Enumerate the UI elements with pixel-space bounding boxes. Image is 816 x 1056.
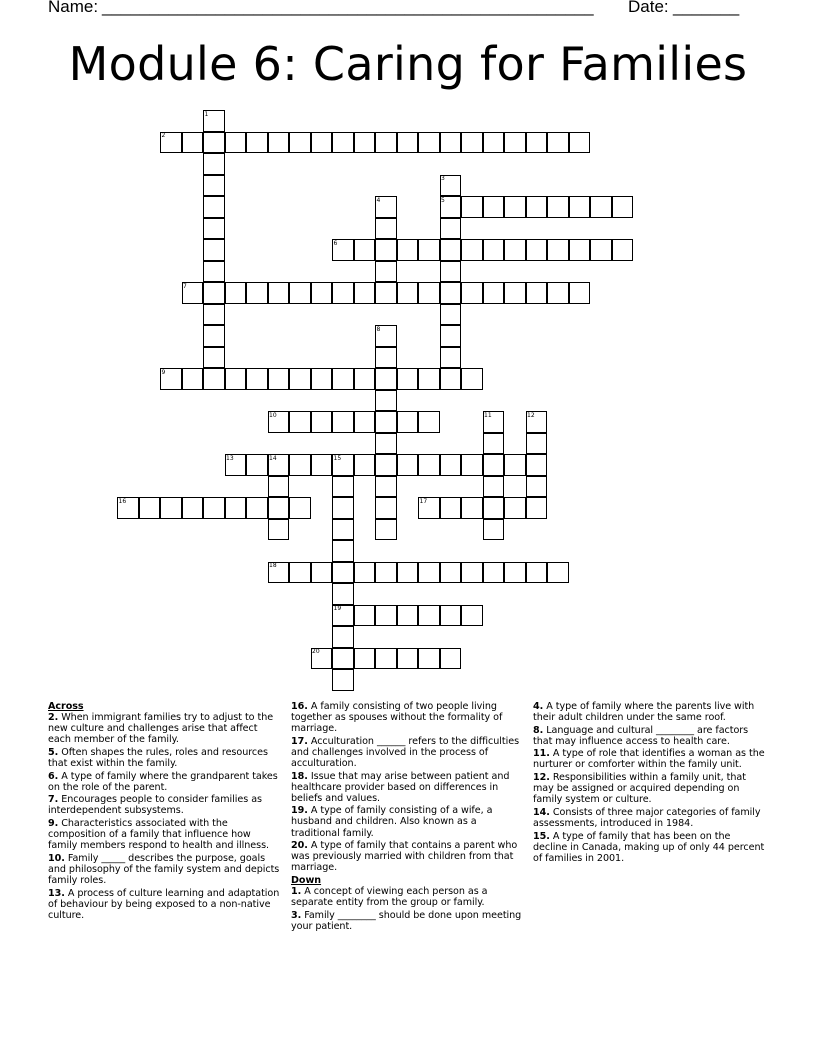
grid-cell[interactable]	[375, 519, 397, 541]
clue-number-label: 10	[269, 411, 277, 419]
grid-cell[interactable]	[332, 497, 354, 519]
grid-cell[interactable]	[547, 132, 569, 154]
clue-number: 12.	[533, 772, 550, 784]
clue-number-label: 19	[333, 605, 342, 612]
grid-cell[interactable]	[225, 132, 247, 154]
clue-number-label: 8	[376, 325, 381, 333]
clue-text: A type of family that contains a parent who was previously married with children from that marriage.	[291, 840, 518, 874]
clue-text: Family ________ should be done upon meeting your patient.	[291, 909, 522, 932]
grid-cell[interactable]	[461, 196, 483, 218]
grid-cell[interactable]	[375, 325, 397, 347]
grid-cell[interactable]	[354, 239, 376, 261]
clue-text: A family consisting of two people living together as spouses without the formality of marriage.	[291, 701, 503, 735]
grid-cell[interactable]	[461, 562, 483, 584]
name-field[interactable]: ____________________________________________________	[102, 0, 594, 16]
grid-cell[interactable]	[375, 605, 397, 627]
grid-cell[interactable]	[225, 282, 247, 304]
across-heading: Across	[48, 701, 84, 712]
grid-cell[interactable]	[418, 497, 440, 519]
grid-cell[interactable]	[504, 282, 526, 304]
grid-cell[interactable]	[375, 282, 397, 304]
grid-cell[interactable]	[440, 325, 462, 347]
clue-item	[533, 701, 765, 723]
grid-cell[interactable]	[461, 368, 483, 390]
grid-cell[interactable]	[246, 132, 268, 154]
clue-item	[291, 805, 525, 838]
clue-item	[48, 888, 280, 921]
grid-cell[interactable]	[203, 347, 225, 369]
grid-cell[interactable]	[418, 282, 440, 304]
grid-cell[interactable]	[289, 368, 311, 390]
clue-number: 7.	[48, 794, 59, 806]
grid-cell[interactable]	[268, 132, 290, 154]
grid-cell[interactable]	[440, 454, 462, 476]
grid-cell[interactable]	[182, 497, 204, 519]
grid-cell[interactable]	[182, 282, 204, 304]
grid-cell[interactable]	[311, 132, 333, 154]
grid-cell[interactable]	[375, 390, 397, 412]
grid-cell[interactable]	[397, 454, 419, 476]
grid-cell[interactable]	[203, 196, 225, 218]
grid-cell[interactable]	[612, 239, 634, 261]
grid-cell[interactable]	[268, 282, 290, 304]
grid-cell[interactable]	[203, 132, 225, 154]
grid-cell[interactable]	[397, 411, 419, 433]
grid-cell[interactable]	[268, 368, 290, 390]
grid-cell[interactable]	[569, 196, 591, 218]
clue-text: Encourages people to consider families as interdependent subsystems.	[48, 794, 262, 817]
clue-number: 16.	[291, 701, 308, 712]
grid-cell[interactable]	[332, 454, 354, 476]
grid-cell[interactable]	[526, 497, 548, 519]
grid-cell[interactable]	[375, 497, 397, 519]
grid-cell[interactable]	[569, 239, 591, 261]
grid-cell[interactable]	[440, 175, 462, 197]
grid-cell[interactable]	[461, 454, 483, 476]
clue-number: 8.	[533, 724, 544, 736]
grid-cell[interactable]	[246, 454, 268, 476]
clue-number: 9.	[48, 817, 59, 829]
grid-cell[interactable]	[332, 626, 354, 648]
grid-cell[interactable]	[483, 433, 505, 455]
grid-cell[interactable]	[354, 368, 376, 390]
clue-number: 15.	[533, 830, 550, 842]
grid-cell[interactable]	[268, 476, 290, 498]
clue-text: A type of role that identifies a woman as the nurturer or comforter within the family unit.	[533, 748, 765, 771]
grid-cell[interactable]	[375, 132, 397, 154]
grid-cell[interactable]	[418, 454, 440, 476]
clue-number-label: 18	[269, 562, 277, 569]
clue-number: 18.	[291, 770, 308, 782]
clue-number: 10.	[48, 852, 65, 864]
grid-cell[interactable]	[311, 282, 333, 304]
clue-item	[533, 748, 765, 770]
grid-cell[interactable]	[375, 218, 397, 240]
grid-cell[interactable]	[418, 411, 440, 433]
clue-item	[48, 747, 280, 769]
clue-text: Responsibilities within a family unit, that may be assigned or acquired depending on family system or culture.	[533, 772, 746, 806]
grid-cell[interactable]	[526, 239, 548, 261]
clue-text: A concept of viewing each person as a separate entity from the group or family.	[291, 886, 488, 909]
grid-cell[interactable]	[526, 411, 548, 433]
grid-cell[interactable]	[354, 454, 376, 476]
clue-number-label: 4	[376, 196, 381, 204]
grid-cell[interactable]	[418, 605, 440, 627]
grid-cell[interactable]	[418, 562, 440, 584]
grid-cell[interactable]	[440, 497, 462, 519]
grid-cell[interactable]	[203, 110, 225, 132]
clue-item	[291, 771, 525, 804]
grid-cell[interactable]	[440, 562, 462, 584]
clue-item	[48, 712, 280, 745]
grid-cell[interactable]	[246, 497, 268, 519]
clue-number-label: 15	[333, 454, 342, 462]
grid-cell[interactable]	[332, 519, 354, 541]
grid-cell[interactable]	[203, 153, 225, 175]
clue-item	[291, 840, 525, 873]
clue-number-label: 17	[419, 497, 428, 505]
grid-cell[interactable]	[526, 454, 548, 476]
grid-cell[interactable]	[526, 282, 548, 304]
grid-cell[interactable]	[483, 454, 505, 476]
grid-cell[interactable]	[483, 562, 505, 584]
grid-cell[interactable]	[461, 497, 483, 519]
grid-cell[interactable]	[483, 411, 505, 433]
grid-cell[interactable]	[526, 433, 548, 455]
grid-cell[interactable]	[354, 605, 376, 627]
clue-text: Language and cultural ________ are factors that may influence access to health care.	[533, 724, 749, 747]
grid-cell[interactable]	[526, 476, 548, 498]
grid-cell[interactable]	[397, 282, 419, 304]
clue-number-label: 2	[161, 132, 166, 139]
grid-cell[interactable]	[418, 132, 440, 154]
grid-cell[interactable]	[504, 454, 526, 476]
grid-cell[interactable]	[569, 282, 591, 304]
grid-cell[interactable]	[547, 562, 569, 584]
grid-cell[interactable]	[139, 497, 161, 519]
grid-cell[interactable]	[526, 196, 548, 218]
grid-cell[interactable]	[332, 669, 354, 691]
grid-cell[interactable]	[203, 218, 225, 240]
grid-cell[interactable]	[483, 476, 505, 498]
clue-text: A type of family that has been on the decline in Canada, making up of only 44 percent of families in 2001.	[533, 830, 765, 864]
clue-number: 17.	[291, 735, 308, 747]
grid-cell[interactable]	[440, 347, 462, 369]
grid-cell[interactable]	[354, 132, 376, 154]
clue-item	[48, 818, 280, 851]
grid-cell[interactable]	[203, 304, 225, 326]
grid-cell[interactable]	[590, 239, 612, 261]
clue-number-label: 1	[204, 110, 209, 118]
grid-cell[interactable]	[547, 239, 569, 261]
clue-item	[533, 725, 765, 747]
clue-number: 4.	[533, 701, 544, 712]
clue-item	[291, 701, 525, 734]
grid-cell[interactable]	[354, 282, 376, 304]
grid-cell[interactable]	[332, 239, 354, 261]
grid-cell[interactable]	[225, 497, 247, 519]
grid-cell[interactable]	[289, 562, 311, 584]
clue-item	[291, 736, 525, 769]
grid-cell[interactable]	[483, 497, 505, 519]
clue-item	[533, 807, 765, 829]
clues-column-1	[48, 701, 280, 922]
grid-cell[interactable]	[203, 282, 225, 304]
grid-cell[interactable]	[461, 605, 483, 627]
page-title: Module 6: Caring for Families	[68, 37, 748, 91]
clue-number-label: 20	[312, 648, 320, 655]
clue-number-label: 5	[441, 196, 445, 204]
clue-number: 3.	[291, 909, 302, 921]
grid-cell[interactable]	[332, 476, 354, 498]
grid-cell[interactable]	[225, 454, 247, 476]
clue-text: Consists of three major categories of family assessments, introduced in 1984.	[533, 806, 761, 829]
grid-cell[interactable]	[440, 304, 462, 326]
grid-cell[interactable]	[332, 411, 354, 433]
grid-cell[interactable]	[440, 605, 462, 627]
grid-cell[interactable]	[332, 282, 354, 304]
grid-cell[interactable]	[268, 411, 290, 433]
grid-cell[interactable]	[160, 497, 182, 519]
grid-cell[interactable]	[547, 282, 569, 304]
clue-number: 20.	[291, 840, 308, 852]
clue-number-label: 13	[226, 454, 234, 462]
grid-cell[interactable]	[289, 411, 311, 433]
clue-number-label: 14	[269, 454, 277, 462]
clue-text: A process of culture learning and adaptation of behaviour by being exposed to a non-native culture.	[48, 887, 280, 921]
grid-cell[interactable]	[397, 605, 419, 627]
grid-cell[interactable]	[289, 132, 311, 154]
grid-cell[interactable]	[354, 648, 376, 670]
grid-cell[interactable]	[418, 648, 440, 670]
clue-number-label: 6	[333, 239, 338, 247]
grid-cell[interactable]	[332, 605, 354, 627]
clue-number-label: 16	[118, 497, 127, 505]
grid-cell[interactable]	[375, 562, 397, 584]
grid-cell[interactable]	[504, 196, 526, 218]
clue-text: Acculturation ______ refers to the difficulties and challenges involved in the process of acculturation.	[291, 735, 520, 769]
grid-cell[interactable]	[418, 239, 440, 261]
grid-cell[interactable]	[375, 347, 397, 369]
grid-cell[interactable]	[203, 261, 225, 283]
clue-number: 19.	[291, 805, 308, 817]
grid-cell[interactable]	[418, 368, 440, 390]
grid-cell[interactable]	[440, 648, 462, 670]
clue-number: 13.	[48, 887, 65, 899]
grid-cell[interactable]	[440, 261, 462, 283]
clue-number-label: 9	[161, 368, 166, 376]
grid-cell[interactable]	[526, 562, 548, 584]
grid-cell[interactable]	[440, 132, 462, 154]
grid-cell[interactable]	[311, 411, 333, 433]
name-label: Name:	[48, 0, 99, 16]
grid-cell[interactable]	[590, 196, 612, 218]
grid-cell[interactable]	[612, 196, 634, 218]
grid-cell[interactable]	[311, 368, 333, 390]
grid-cell[interactable]	[569, 132, 591, 154]
grid-cell[interactable]	[461, 132, 483, 154]
clue-item	[291, 886, 525, 908]
grid-cell[interactable]	[332, 562, 354, 584]
grid-cell[interactable]	[375, 476, 397, 498]
clue-number: 6.	[48, 770, 59, 782]
grid-cell[interactable]	[375, 648, 397, 670]
grid-cell[interactable]	[375, 261, 397, 283]
grid-cell[interactable]	[397, 239, 419, 261]
clue-text: A type of family where the parents live with their adult children under the same roof.	[533, 701, 755, 724]
grid-cell[interactable]	[483, 519, 505, 541]
clue-text: Characteristics associated with the composition of a family that influence how family members respond to health and illness.	[48, 817, 270, 852]
grid-cell[interactable]	[268, 562, 290, 584]
grid-cell[interactable]	[440, 239, 462, 261]
grid-cell[interactable]	[332, 540, 354, 562]
grid-cell[interactable]	[289, 454, 311, 476]
clue-number-label: 7	[183, 282, 187, 290]
grid-cell[interactable]	[483, 196, 505, 218]
grid-cell[interactable]	[289, 497, 311, 519]
grid-cell[interactable]	[311, 454, 333, 476]
grid-cell[interactable]	[461, 282, 483, 304]
clue-text: Often shapes the rules, roles and resources that exist within the family.	[48, 746, 268, 769]
grid-cell[interactable]	[547, 196, 569, 218]
grid-cell[interactable]	[440, 196, 462, 218]
grid-cell[interactable]	[332, 132, 354, 154]
grid-cell[interactable]	[397, 562, 419, 584]
clue-text: When immigrant families try to adjust to the new culture and challenges arise that affect each member of the family.	[48, 712, 274, 746]
grid-cell[interactable]	[203, 175, 225, 197]
grid-cell[interactable]	[246, 368, 268, 390]
clue-text: A type of family consisting of a wife, a husband and children. Also known as a traditional family.	[291, 805, 493, 839]
grid-cell[interactable]	[440, 368, 462, 390]
clue-number-label: 11	[484, 411, 492, 419]
grid-cell[interactable]	[375, 411, 397, 433]
grid-cell[interactable]	[483, 282, 505, 304]
grid-cell[interactable]	[311, 648, 333, 670]
grid-cell[interactable]	[203, 325, 225, 347]
grid-cell[interactable]	[397, 648, 419, 670]
clue-item	[48, 853, 280, 886]
clue-text: A type of family where the grandparent takes on the role of the parent.	[48, 770, 278, 793]
grid-cell[interactable]	[504, 562, 526, 584]
grid-cell[interactable]	[397, 132, 419, 154]
grid-cell[interactable]	[268, 519, 290, 541]
grid-cell[interactable]	[375, 196, 397, 218]
grid-cell[interactable]	[117, 497, 139, 519]
clue-number: 2.	[48, 712, 59, 724]
grid-cell[interactable]	[375, 454, 397, 476]
grid-cell[interactable]	[504, 239, 526, 261]
clues-column-2	[291, 701, 525, 933]
grid-cell[interactable]	[375, 239, 397, 261]
grid-cell[interactable]	[203, 368, 225, 390]
date-label: Date:	[628, 0, 669, 16]
grid-cell[interactable]	[160, 368, 182, 390]
grid-cell[interactable]	[483, 239, 505, 261]
clue-item	[48, 771, 280, 793]
clue-item	[48, 794, 280, 816]
grid-cell[interactable]	[332, 648, 354, 670]
date-field[interactable]: _______	[673, 0, 740, 16]
grid-cell[interactable]	[289, 282, 311, 304]
grid-cell[interactable]	[504, 497, 526, 519]
grid-cell[interactable]	[332, 583, 354, 605]
clue-number: 1.	[291, 886, 302, 897]
grid-cell[interactable]	[440, 218, 462, 240]
clue-text: Family _____ describes the purpose, goals and philosophy of the family system and depicts family roles.	[48, 852, 280, 886]
grid-cell[interactable]	[504, 132, 526, 154]
clue-number-label: 12	[527, 411, 535, 419]
grid-cell[interactable]	[526, 132, 548, 154]
grid-cell[interactable]	[203, 497, 225, 519]
grid-cell[interactable]	[375, 368, 397, 390]
grid-cell[interactable]	[440, 282, 462, 304]
grid-cell[interactable]	[182, 368, 204, 390]
clue-item	[533, 831, 765, 864]
grid-cell[interactable]	[160, 132, 182, 154]
clue-number-label: 3	[441, 175, 445, 182]
grid-cell[interactable]	[461, 239, 483, 261]
clue-item	[533, 772, 765, 805]
grid-cell[interactable]	[397, 368, 419, 390]
clue-number: 11.	[533, 748, 550, 760]
grid-cell[interactable]	[375, 433, 397, 455]
grid-cell[interactable]	[203, 239, 225, 261]
grid-cell[interactable]	[483, 132, 505, 154]
clues-column-3	[533, 701, 765, 865]
grid-cell[interactable]	[225, 368, 247, 390]
grid-cell[interactable]	[182, 132, 204, 154]
grid-cell[interactable]	[268, 497, 290, 519]
grid-cell[interactable]	[354, 411, 376, 433]
grid-cell[interactable]	[354, 562, 376, 584]
clue-number: 5.	[48, 746, 59, 758]
down-heading: Down	[291, 874, 322, 886]
clue-text: Issue that may arise between patient and healthcare provider based on differences in beliefs and values.	[291, 770, 510, 804]
clue-number: 14.	[533, 806, 550, 818]
grid-cell[interactable]	[268, 454, 290, 476]
grid-cell[interactable]	[311, 562, 333, 584]
grid-cell[interactable]	[332, 368, 354, 390]
grid-cell[interactable]	[246, 282, 268, 304]
clue-item	[291, 910, 525, 932]
